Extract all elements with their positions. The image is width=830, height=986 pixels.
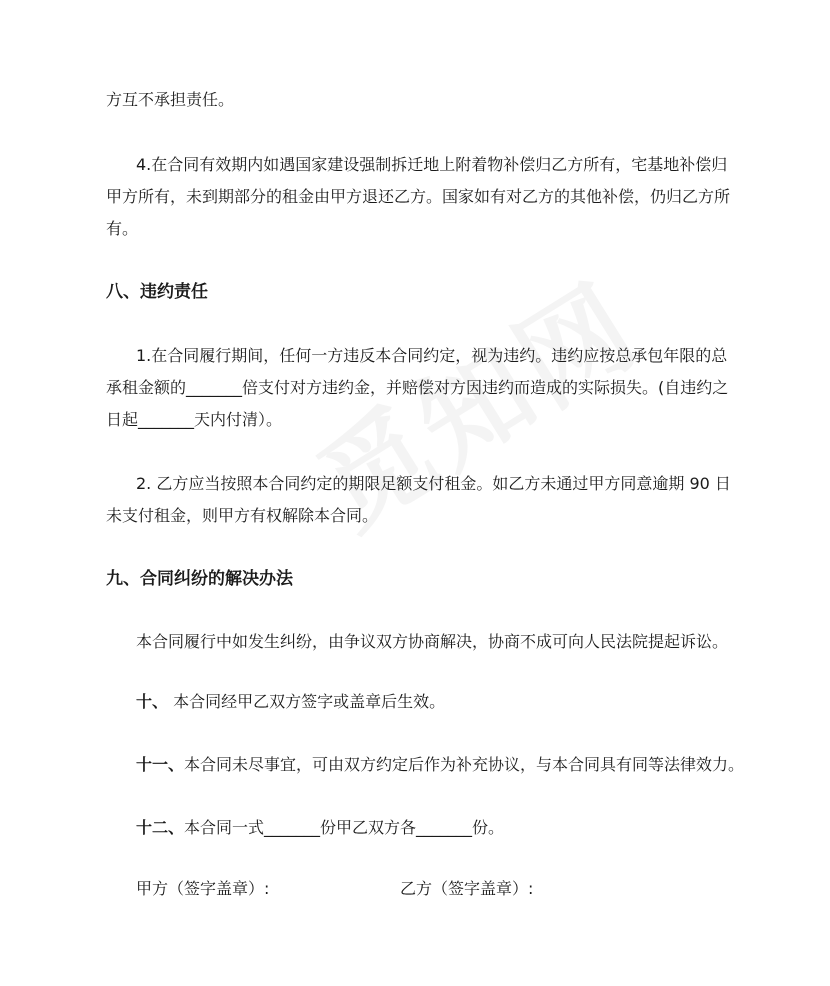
paragraph-line: 2. 乙方应当按照本合同约定的期限足额支付租金。如乙方未通过甲方同意逾期 90 日 [136,474,731,493]
paragraph-line: 本合同履行中如发生纠纷，由争议双方协商解决，协商不成可向人民法院提起诉讼。 [136,632,729,651]
clause-text: 本合同一式_______份甲乙双方各_______份。 [184,818,505,837]
paragraph-line: 未支付租金，则甲方有权解除本合同。 [106,506,379,525]
paragraph-line: 1.在合同履行期间，任何一方违反本合同约定，视为违约。违约应按总承包年限的总 [136,346,728,365]
paragraph-line: 4.在合同有效期内如遇国家建设强制拆迁地上附着物补偿归乙方所有，宅基地补偿归 [136,155,728,174]
paragraph-line: 有。 [106,219,139,238]
clause-number: 十一、 [136,755,185,774]
clause-12 [136,818,504,838]
party-b-signature: 乙方（签字盖章）: [400,879,534,898]
section-heading-8: 八、违约责任 [106,282,208,302]
clause-11 [136,755,744,775]
clause-number: 十、 [136,692,169,711]
clause-text: 本合同未尽事宜，可由双方约定后作为补充协议，与本合同具有同等法律效力。 [184,755,745,774]
clause-10 [136,692,445,712]
paragraph-line: 甲方所有，未到期部分的租金由甲方退还乙方。国家如有对乙方的其他补偿，仍归乙方所 [106,187,731,206]
clause-number: 十二、 [136,818,185,837]
clause-text: 本合同经甲乙双方签字或盖章后生效。 [168,692,446,711]
paragraph-line: 日起_______天内付清）。 [106,410,283,429]
party-a-signature: 甲方（签字盖章）: [136,879,270,898]
paragraph-line: 承租金额的_______倍支付对方违约金，并赔偿对方因违约而造成的实际损失。(自违约之 [106,378,729,397]
section-heading-9: 九、合同纠纷的解决办法 [106,569,293,589]
paragraph-line: 方互不承担责任。 [106,90,235,109]
